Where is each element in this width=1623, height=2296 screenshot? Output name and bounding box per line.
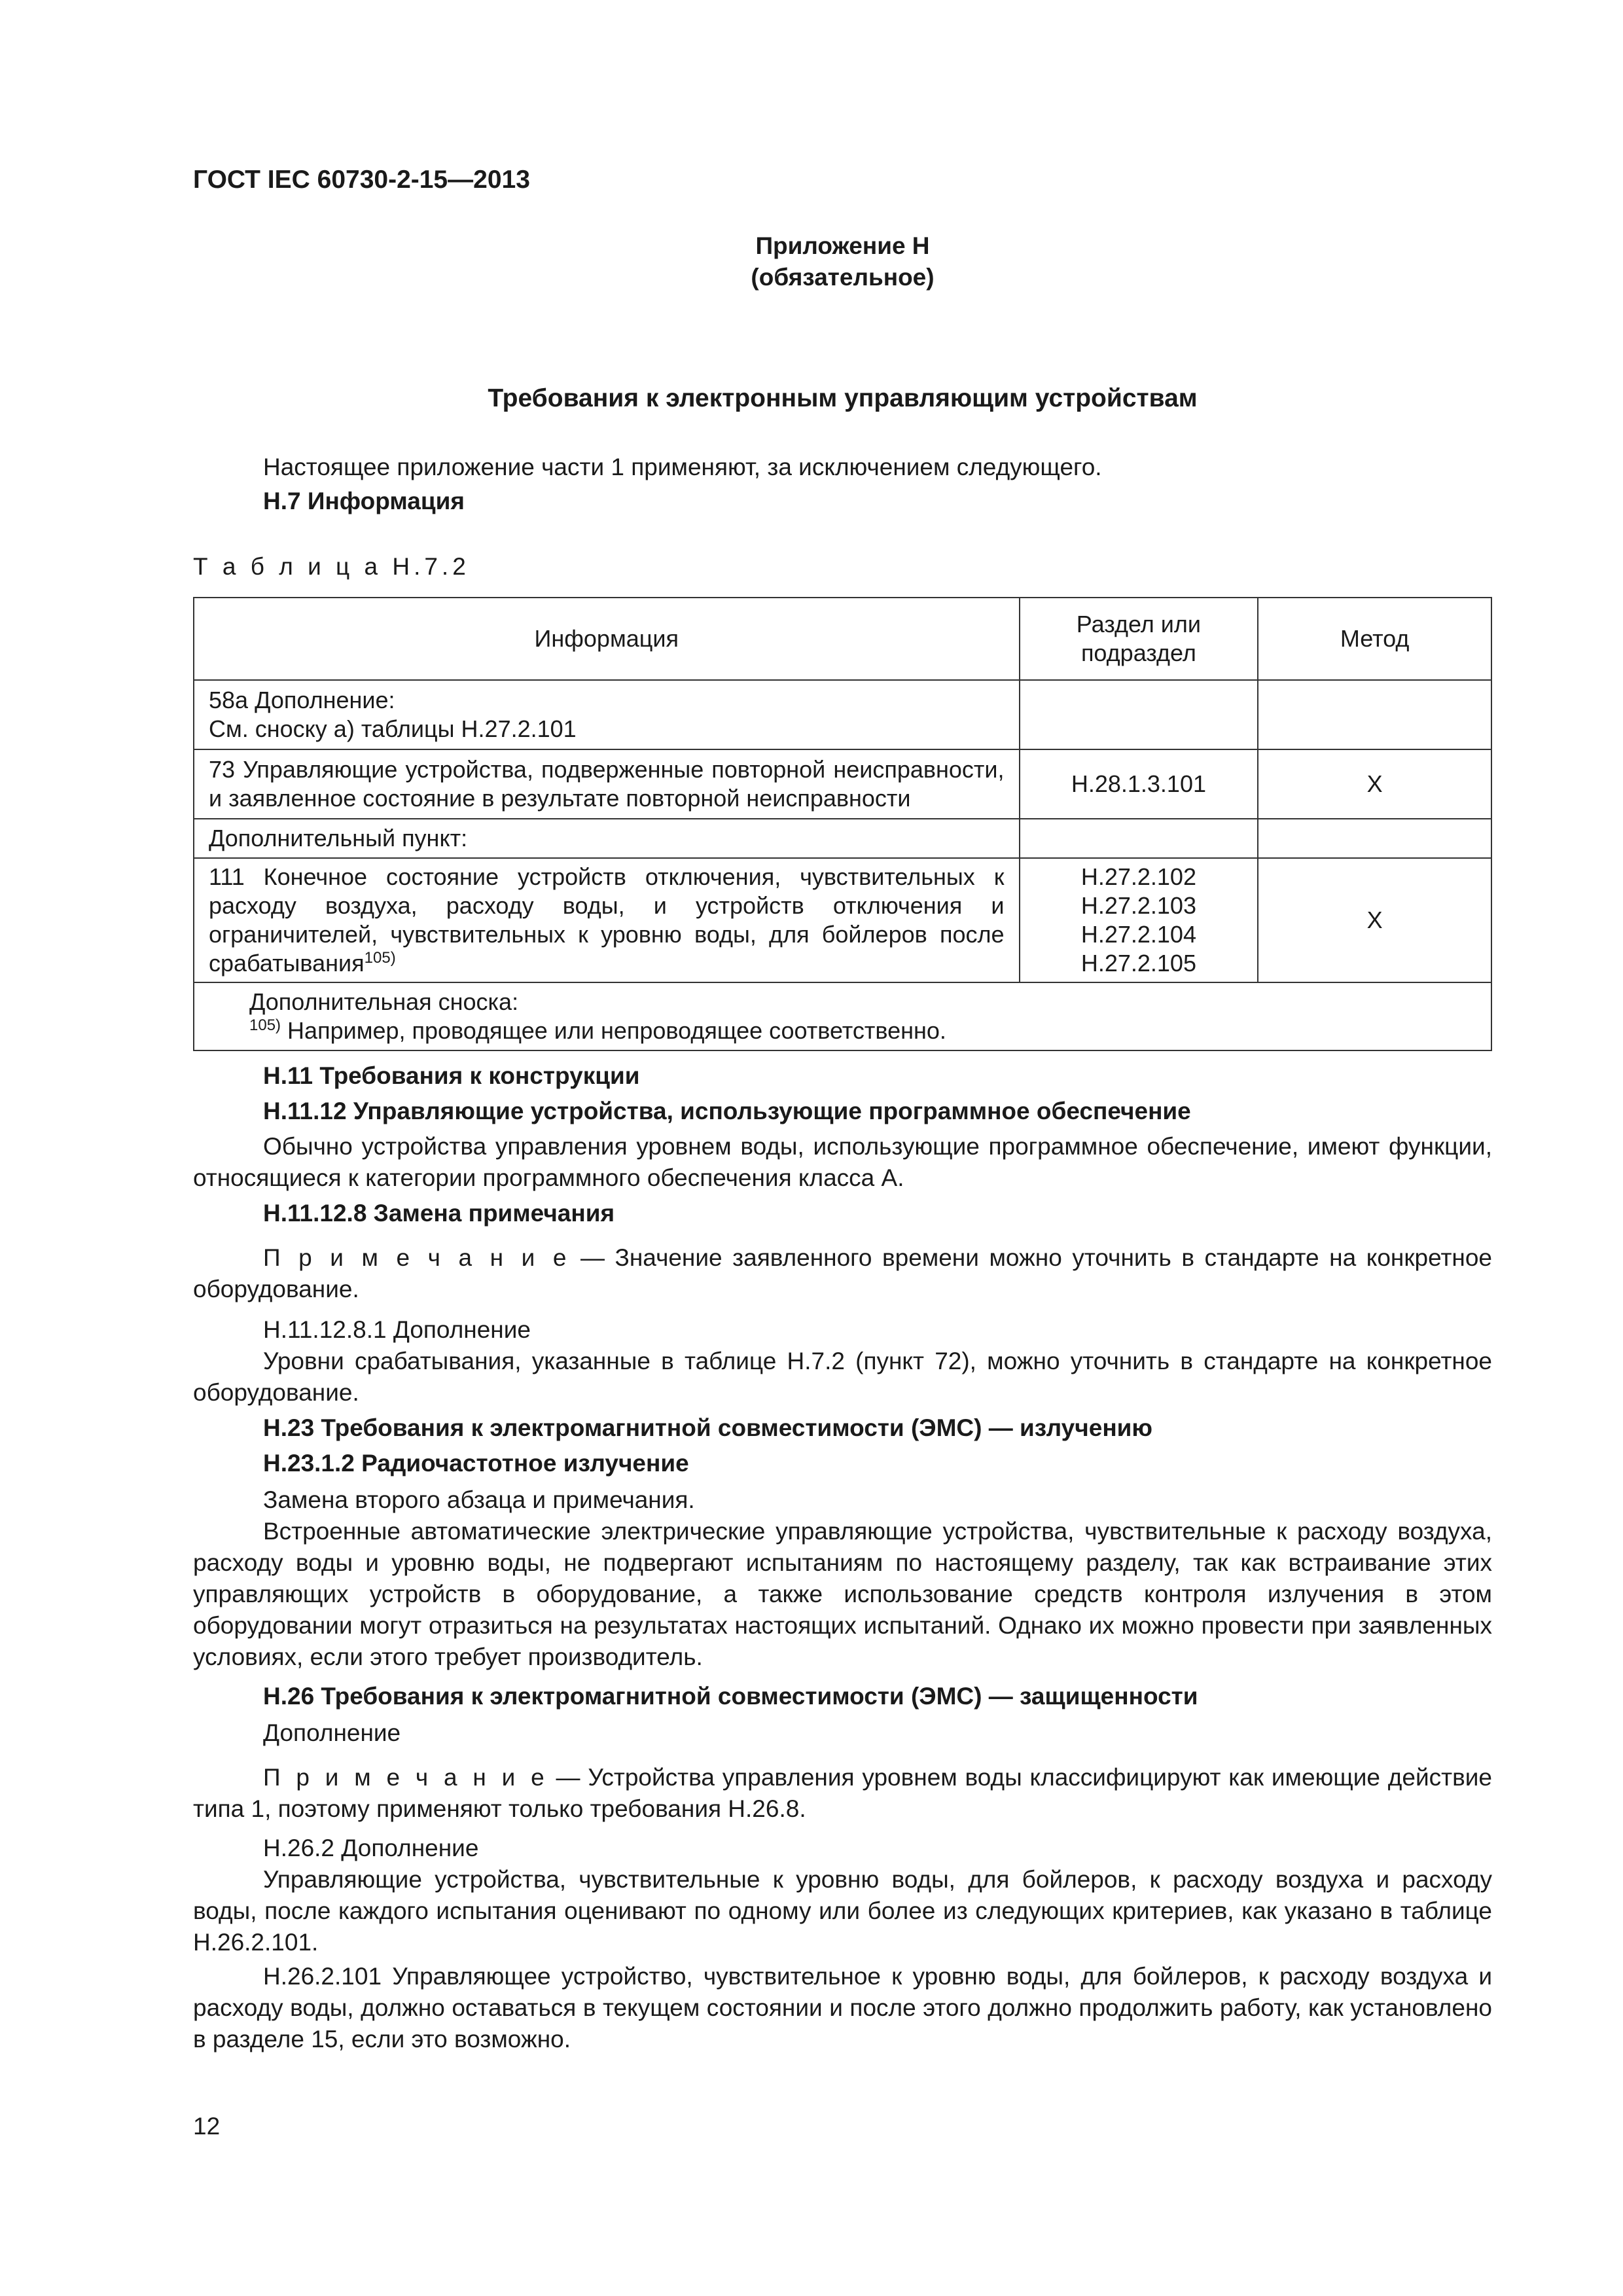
row-info: 58а Дополнение: См. сноску а) таблицы Н.27.2.101 (194, 680, 1020, 749)
standard-code: ГОСТ IEC 60730-2-15—2013 (193, 166, 530, 194)
annex-heading: Требования к электронным управляющим устройствам (488, 384, 1198, 412)
heading-h26: Н.26 Требования к электромагнитной совместимости (ЭМС) — защищенности (263, 1683, 1198, 1710)
row-info: Дополнительный пункт: (194, 819, 1020, 858)
annex-title-block (193, 230, 1492, 293)
page-number: 12 (193, 2113, 221, 2140)
table-row (194, 749, 1491, 819)
footnote-ref: 105) (364, 949, 396, 967)
note-2: П р и м е ч а н и е — Устройства управления уровнем воды классифицируют как имеющие действие типа 1, поэтому применяют только требования Н.26.8. (193, 1764, 1492, 1822)
paragraph-h11-12-8-1: Уровни срабатывания, указанные в таблице Н.7.2 (пункт 72), можно уточнить в стандарте на конкретное оборудование. (193, 1348, 1492, 1406)
paragraph-h26-2: Управляющие устройства, чувствительные к уровню воды, для бойлеров, к расходу воздуха и расходу воды, после каждого испытания оценивают по одному или более из следующих критериев, как указано в таблице Н.26.2.101. (193, 1866, 1492, 1956)
paragraph-h23-b: Встроенные автоматические электрические управляющие устройства, чувствительные к расходу воздуха, расходу воды и уровню воды, не подвергают испытаниям по настоящему разделу, так как встраивание этих управляющих устройств в оборудование, а также использование средств контроля излучения в этом оборудовании могут отразиться на результатах настоящих испытаний. Однако их можно провести при заявленных условиях, если этого требует производитель. (193, 1518, 1492, 1670)
paragraph-h23-a: Замена второго абзаца и примечания. (263, 1486, 695, 1513)
note-1: П р и м е ч а н и е — Значение заявленного времени можно уточнить в стандарте на конкретное оборудование. (193, 1244, 1492, 1302)
heading-h11-12-8: Н.11.12.8 Замена примечания (263, 1200, 615, 1227)
row-method (1258, 819, 1491, 858)
annex-status: (обязательное) (751, 264, 935, 291)
table-row (194, 858, 1491, 982)
row-section (1020, 680, 1258, 749)
table-footnote: Дополнительная сноска: $^{105)}$ Например, проводящее или непроводящее соответственно. (194, 982, 1491, 1050)
table-caption: Т а б л и ц а Н.7.2 (193, 553, 470, 580)
row-method: X (1258, 749, 1491, 819)
info-table (193, 597, 1492, 1051)
intro-text: Настоящее приложение части 1 применяют, за исключением следующего. (263, 454, 1102, 480)
row-section: Н.28.1.3.101 (1020, 749, 1258, 819)
paragraph-h11-12: Обычно устройства управления уровнем воды, использующие программное обеспечение, имеют функции, относящиеся к категории программного обеспечения класса А. (193, 1133, 1492, 1191)
paragraph-h26-2-101: Н.26.2.101 Управляющее устройство, чувствительное к уровню воды, для бойлеров, к расходу воздуха и расходу воды, должно оставаться в текущем состоянии и после этого должно продолжить работу, как установлено в разделе 15, если это возможно. (193, 1963, 1492, 2053)
table-row (194, 680, 1491, 749)
header-section: Раздел или подраздел (1020, 598, 1258, 680)
header-method: Метод (1258, 598, 1491, 680)
heading-h11: Н.11 Требования к конструкции (263, 1062, 640, 1089)
annex-title: Приложение Н (755, 232, 930, 259)
heading-h7: Н.7 Информация (263, 488, 465, 514)
row-section-list: Н.27.2.102 Н.27.2.103 Н.27.2.104 Н.27.2.105 (1020, 858, 1258, 982)
heading-h11-12: Н.11.12 Управляющие устройства, использующие программное обеспечение (263, 1098, 1191, 1124)
heading-h23-1-2: Н.23.1.2 Радиочастотное излучение (263, 1450, 689, 1477)
row-method (1258, 680, 1491, 749)
row-method: X (1258, 858, 1491, 982)
row-info: 111 Конечное состояние устройств отключения, чувствительных к расходу воздуха, расходу воды, и устройств отключения и ограничителей, чувствительных к уровню воды, для бойлеров после срабатывания$^{105)}$ (194, 858, 1020, 982)
table-header-row (194, 598, 1491, 680)
header-info: Информация (194, 598, 1020, 680)
table-row (194, 819, 1491, 858)
table-footnote-row (194, 982, 1491, 1050)
paragraph-h26-a: Дополнение (263, 1719, 401, 1746)
row-info: 73 Управляющие устройства, подверженные повторной неисправности, и заявленное состояние в результате повторной неисправности (194, 749, 1020, 819)
row-section (1020, 819, 1258, 858)
heading-h11-12-8-1: Н.11.12.8.1 Дополнение (263, 1316, 531, 1343)
heading-h23: Н.23 Требования к электромагнитной совместимости (ЭМС) — излучению (263, 1414, 1153, 1441)
heading-h26-2: Н.26.2 Дополнение (263, 1835, 479, 1861)
